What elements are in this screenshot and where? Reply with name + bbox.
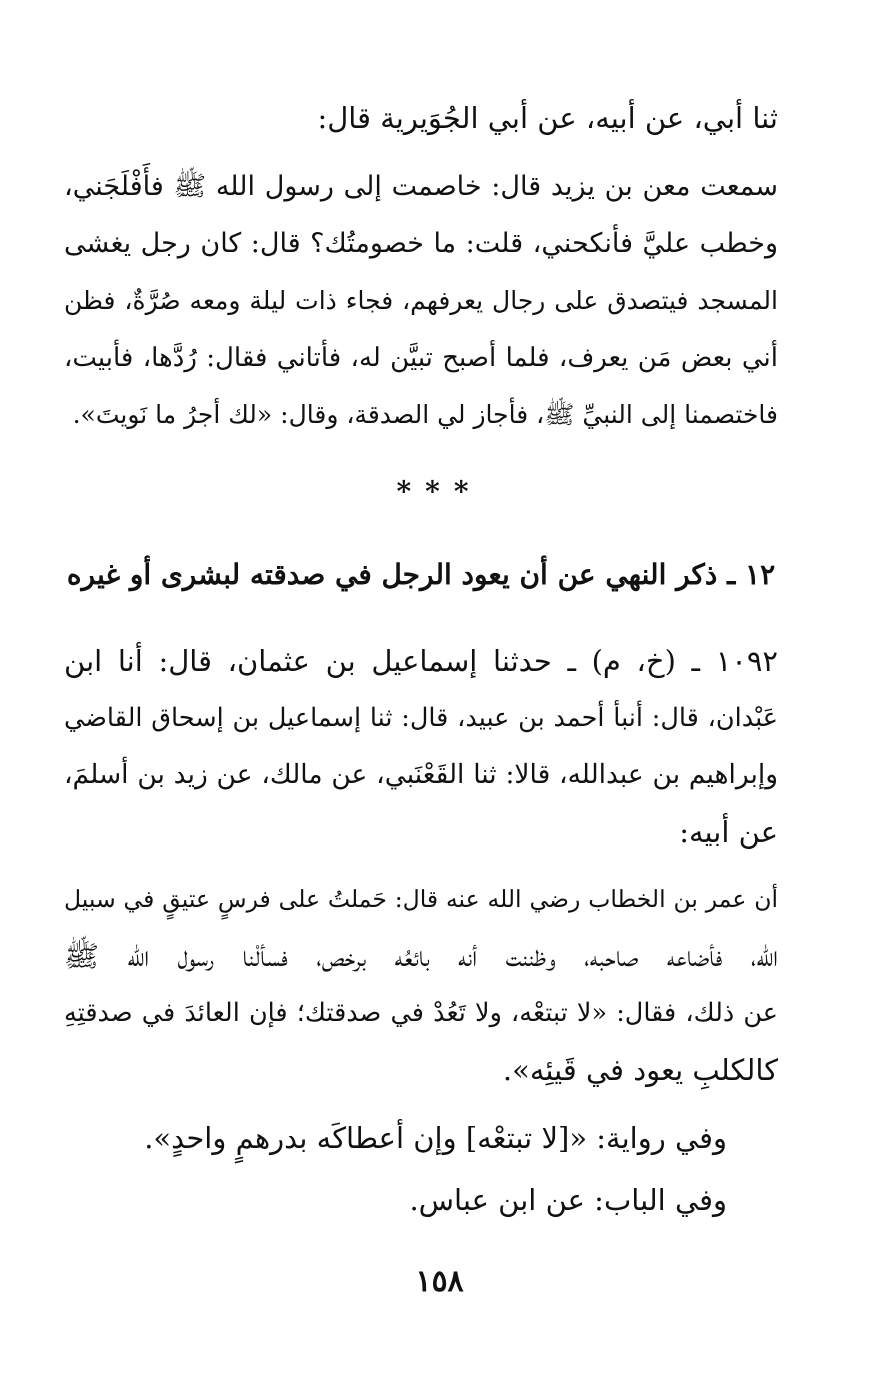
hadith-1091-line-3: المسجد فيتصدق على رجال يعرفهم، فجاء ذات ليلة ومعه صُرَّةٌ، فظن — [64, 286, 778, 315]
section-separator: *** — [396, 475, 483, 508]
hadith-1092-isnad-line-2: عَبْدان، قال: أنبأ أحمد بن عبيد، قال: ثنا إسماعيل بن إسحاق القاضي — [64, 703, 778, 733]
bab-note: وفي الباب: عن ابن عباس. — [409, 1183, 727, 1217]
hadith-1092-isnad-line-1: ١٠٩٢ ـ (خ، م) ـ حدثنا إسماعيل بن عثمان، قال: أنا ابن — [64, 644, 778, 678]
chapter-heading: ١٢ ـ ذكر النهي عن أن يعود الرجل في صدقته لبشرى أو غيره — [66, 558, 776, 591]
riwaya-note: وفي رواية: «[لا تبتعْه] وإن أعطاكَه بدرهمٍ واحدٍ». — [144, 1121, 727, 1155]
hadith-1091-line-5: فاختصمنا إلى النبيِّ ﷺ، فأجاز لي الصدقة، وقال: «لك أجرُ ما نَويتَ». — [72, 400, 778, 429]
hadith-1092-matn-line-2: الله، فأضاعه صاحبه، وظننت أنه بائعُه برخص، فسألْنا رسول الله ﷺ — [64, 939, 778, 973]
hadith-1092-matn-line-4: كالكلبِ يعود في قَيئِه». — [502, 1053, 778, 1087]
hadith-1092-isnad-line-4: عن أبيه: — [679, 815, 778, 849]
continuation-line: ثنا أبي، عن أبيه، عن أبي الجُوَيرية قال: — [317, 101, 778, 135]
hadith-1091-line-4: أني بعض مَن يعرف، فلما أصبح تبيَّن له، فأتاني فقال: رُدَّها، فأبيت، — [64, 343, 778, 373]
hadith-1091-line-1: سمعت معن بن يزيد قال: خاصمت إلى رسول الله ﷺ فأَفْلَجَني، — [64, 171, 778, 202]
hadith-1092-matn-line-3: عن ذلك، فقال: «لا تبتعْه، ولا تَعُدْ في صدقتك؛ فإن العائدَ في صدقتِهِ — [64, 998, 778, 1028]
page-number: ١٥٨ — [415, 1264, 464, 1299]
hadith-1091-line-2: وخطب عليَّ فأنكحني، قلت: ما خصومتُك؟ قال: كان رجل يغشى — [64, 228, 778, 259]
hadith-1092-matn-line-1: أن عمر بن الخطاب رضي الله عنه قال: حَملتُ على فرسٍ عتيقٍ في سبيل — [64, 885, 778, 913]
hadith-1092-isnad-line-3: وإبراهيم بن عبدالله، قالا: ثنا القَعْنَبي، عن مالك، عن زيد بن أسلمَ، — [64, 759, 778, 790]
